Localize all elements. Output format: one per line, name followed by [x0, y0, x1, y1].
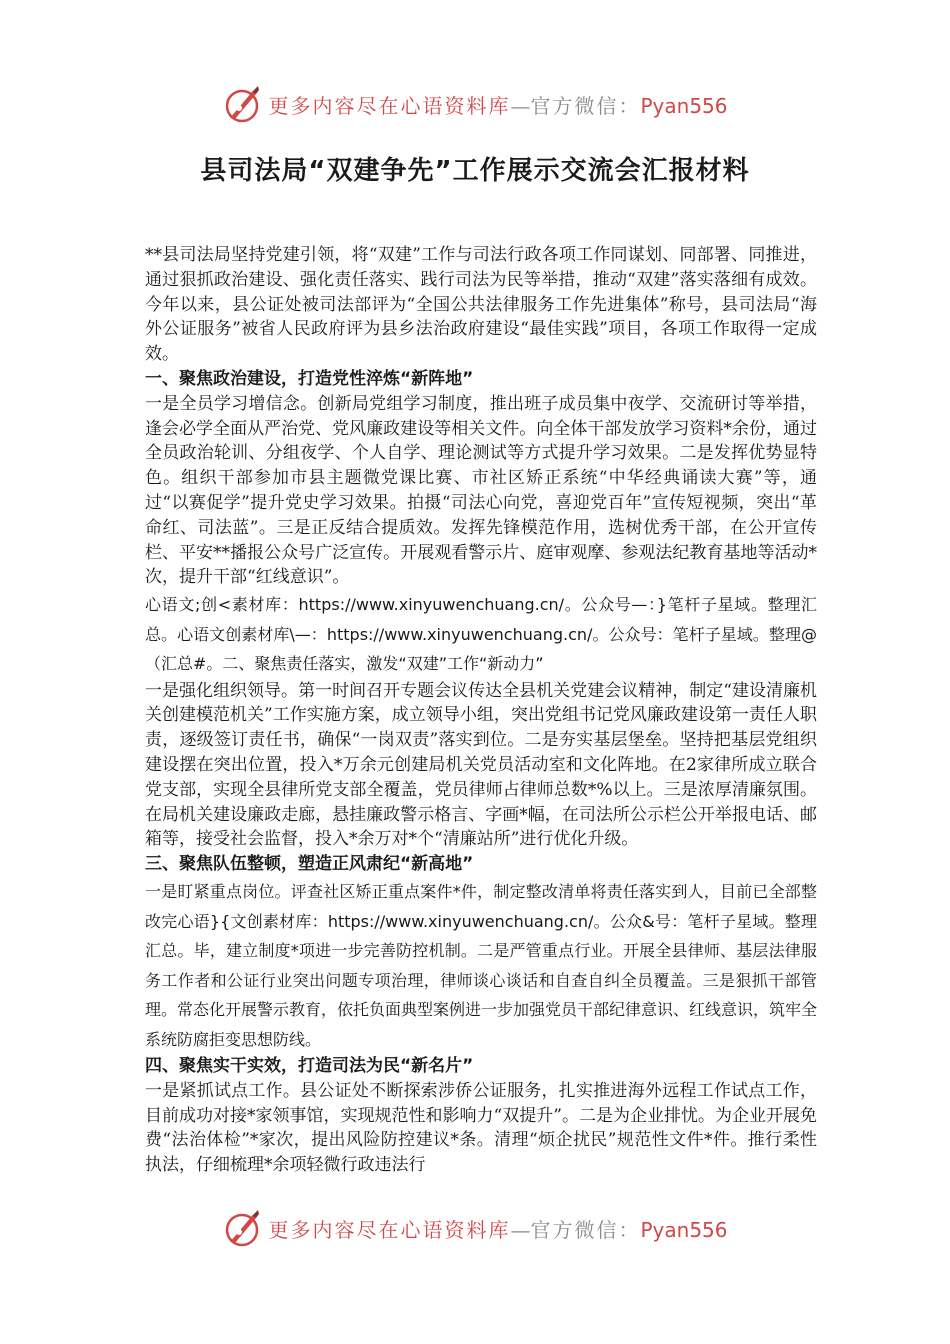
intro-paragraph: **县司法局坚持党建引领，将“双建”工作与司法行政各项工作同谋划、同部署、同推进，通过狠抓政治建设、强化责任落实、践行司法为民等举措，推动“双建”落实落细有成效。今年以来，县公证处被司法部评为“全国公共法律服务工作先进集体”称号，县司法局“海外公证服务”被省人民政府评为县乡法治政府建设“最佳实践”项目，各项工作取得一定成效。 [145, 245, 817, 365]
section-paragraph-3: 一是盯紧重点岗位。评查社区矫正重点案件*件，制定整改清单将责任落实到人，目前已全部整改完心语}{文创素材库：https://www.xinyuwenchuang.cn/。公众&号：笔杆子星域。整理汇总。毕，建立制度*项进一步完善防控机制。二是严管重点行业。开展全县律师、基层法律服务工作者和公证行业突出问题专项治理，律师谈心谈话和自查自纠全员覆盖。三是狠抓干部管理。常态化开展警示教育，依托负面典型案例进一步加强党员干部纪律意识、红线意识，筑牢全系统防腐拒变思想防线。 [145, 882, 818, 1049]
section-heading-1: 一、聚焦政治建设，打造党性淬炼“新阵地” [145, 368, 474, 389]
document-body [145, 243, 817, 1178]
inserted-source-note-1: 心语文;创<素材库：https://www.xinyuwenchuang.cn/。公众号—：}笔杆子星域。整理汇总。心语文创素材库\—：https://www.xinyuwenchuang.cn/。公众号：笔杆子星域。整理@（汇总#。二、聚焦责任落实，激发“双建”工作“新动力” [145, 595, 817, 674]
watermark-banner-top [0, 82, 950, 126]
watermark-text: 更多内容尽在心语资料库—官方微信：Pyan556 [268, 1217, 728, 1242]
watermark-banner-bottom [0, 1206, 950, 1250]
section-heading-4: 四、聚焦实干实效，打造司法为民“新名片” [145, 1056, 474, 1077]
section-heading-3: 三、聚焦队伍整顿，塑造正风肃纪“新高地” [145, 854, 474, 875]
quill-logo-icon [222, 1208, 262, 1248]
section-paragraph-2: 一是强化组织领导。第一时间召开专题会议传达全县机关党建会议精神，制定“建设清廉机关创建模范机关”工作实施方案，成立领导小组，突出党组书记党风廉政建设第一责任人职责，逐级签订责任书，确保“一岗双责”落实到位。二是夯实基层堡垒。坚持把基层党组织建设摆在突出位置，投入*万余元创建局机关党员活动室和文化阵地。在2家律所成立联合党支部，实现全县律所党支部全覆盖，党员律师占律师总数*%以上。三是浓厚清廉氛围。在局机关建设廉政走廊，悬挂廉政警示格言、字画*幅，在司法所公示栏公开举报电话、邮箱等，接受社会监督，投入*余万对*个“清廉站所”进行优化升级。 [145, 680, 817, 850]
quill-logo-icon [222, 84, 262, 124]
document-title: 县司法局“双建争先”工作展示交流会汇报材料 [200, 156, 750, 186]
watermark-text: 更多内容尽在心语资料库—官方微信：Pyan556 [268, 93, 728, 118]
section-paragraph-1: 一是全员学习增信念。创新局党组学习制度，推出班子成员集中夜学、交流研讨等举措，逢会必学全面从严治党、党风廉政建设等相关文件。向全体干部发放学习资料*余份，通过全员政治轮训、分组夜学、个人自学、理论测试等方式提升学习效果。二是发挥优势显特色。组织干部参加市县主题微党课比赛、市社区矫正系统“中华经典诵读大赛”等，通过“以赛促学”提升党史学习效果。拍摄“司法心向党，喜迎党百年”宣传短视频，突出“革命红、司法蓝”。三是正反结合提质效。发挥先锋模范作用，选树优秀干部，在公开宣传栏、平安**播报公众号广泛宣传。开展观看警示片、庭审观摩、参观法纪教育基地等活动*次，提升干部“红线意识”。 [145, 393, 817, 588]
section-paragraph-4: 一是紧抓试点工作。县公证处不断探索涉侨公证服务，扎实推进海外远程工作试点工作，目前成功对接*家领事馆，实现规范性和影响力“双提升”。二是为企业排忧。为企业开展免费“法治体检”*家次，提出风险防控建议*条。清理“烦企扰民”规范性文件*件。推行柔性执法，仔细梳理*余项轻微行政违法行 [145, 1080, 817, 1176]
